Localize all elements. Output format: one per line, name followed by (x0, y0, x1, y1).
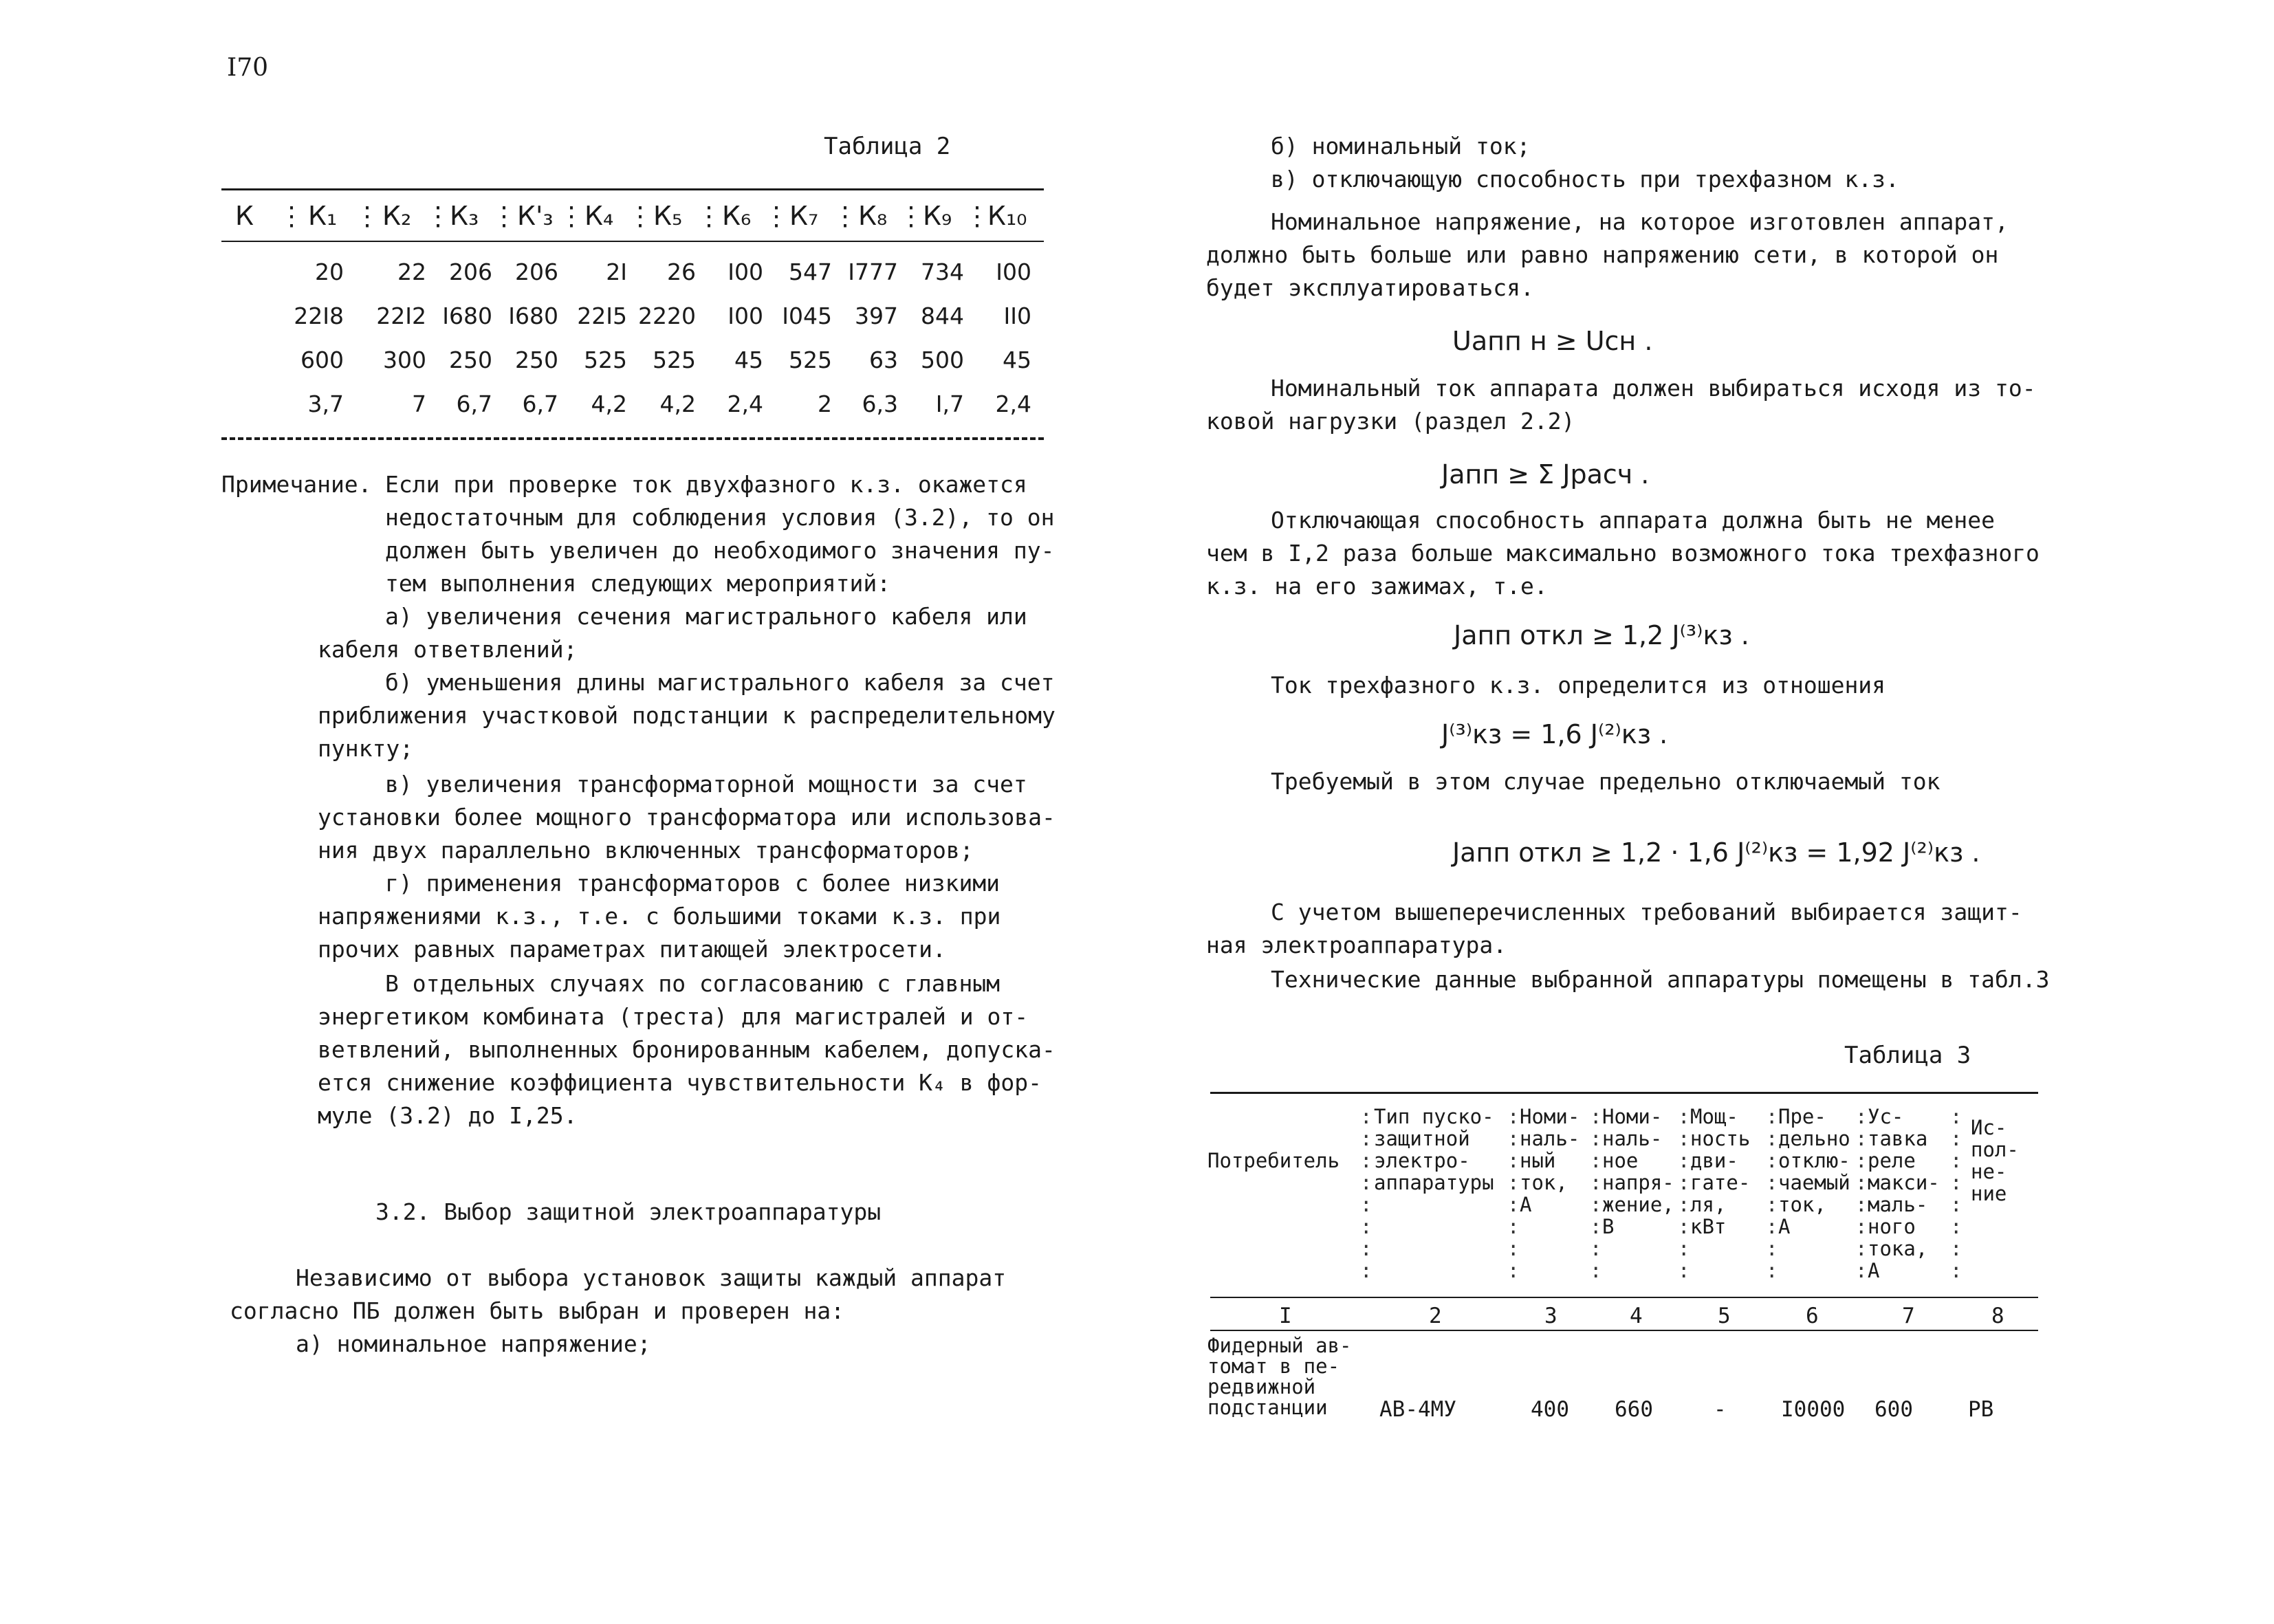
table3-column-number: 7 (1902, 1304, 1915, 1328)
table2-cell: 22I2 (376, 303, 426, 329)
right-line: Отключающая способность аппарата должна быть не менее (1271, 507, 1995, 534)
right-line: должно быть больше или равно напряжению сети, в которой он (1206, 241, 1999, 268)
right-line: ная электроаппаратура. (1206, 932, 1507, 958)
table2-cell: I777 (848, 259, 898, 285)
right-line: Номинальное напряжение, на которое изготовлен аппарат, (1271, 208, 2009, 235)
table2-cell: 600 (300, 347, 344, 373)
page-number: I70 (227, 54, 269, 82)
left-line: в) увеличения трансформаторной мощности за счет (385, 771, 1027, 798)
formula-breaking: Jапп откл ≥ 1,2 J⁽³⁾кз . (1454, 620, 1749, 650)
formula-required: Jапп откл ≥ 1,2 · 1,6 J⁽²⁾кз = 1,92 J⁽²⁾кз . (1452, 837, 1980, 868)
table2-cell: 547 (789, 259, 832, 285)
right-line: к.з. на его зажимах, т.е. (1206, 573, 1548, 600)
left-line: пункту; (318, 735, 414, 762)
table3-cell: 600 (1874, 1397, 1913, 1422)
left-line: энергетиком комбината (треста) для магистралей и от- (318, 1003, 1029, 1030)
table3-header-cell: Номи- наль- ный ток, А (1520, 1105, 1580, 1216)
left-line: б) уменьшения длины магистрального кабеля за счет (385, 669, 1055, 696)
section-line: а) номинальное напряжение; (296, 1330, 651, 1357)
left-line: ется снижение коэффициента чувствительности К₄ в фор- (318, 1069, 1042, 1096)
table2-cell: 250 (449, 347, 492, 373)
table3-header-cell: Ус- тавка реле макси- маль- ного тока, А (1868, 1105, 1940, 1282)
table3-column-number: I (1279, 1304, 1292, 1328)
table3-consumer-cell: Фидерный ав- томат в пе- редвижной подстанции (1207, 1334, 1352, 1419)
table3-header-cell: Потребитель (1207, 1149, 1340, 1172)
table2-header-cell: К₅ (653, 201, 683, 231)
section-line: согласно ПБ должен быть выбран и проверен на: (230, 1297, 845, 1324)
right-line: Ток трехфазного к.з. определится из отношения (1271, 672, 1886, 699)
table2-cell: 6,3 (862, 391, 898, 417)
table2-header-cell: К₄ (584, 201, 614, 231)
table2-cell: 734 (921, 259, 964, 285)
table2-cell: 844 (921, 303, 964, 329)
right-line: ковой нагрузки (раздел 2.2) (1206, 408, 1575, 435)
table3-column-number: 5 (1718, 1304, 1731, 1328)
table2-cell: 2 (818, 391, 832, 417)
table2-header-cell: К₉ (923, 201, 952, 231)
table2-cell: 2,4 (727, 391, 763, 417)
left-line: напряжениями к.з., т.е. с большими токами к.з. при (318, 903, 1001, 930)
table3-cell: 660 (1615, 1397, 1653, 1422)
left-line: а) увеличения сечения магистрального кабеля или (385, 603, 1027, 630)
table3-top-rule (1210, 1092, 2038, 1094)
right-line: будет эксплуатироваться. (1206, 274, 1534, 301)
table3-column-number: 4 (1630, 1304, 1643, 1328)
table2-cell: I,7 (935, 391, 964, 417)
table2-cell: 22I8 (294, 303, 344, 329)
right-line: Номинальный ток аппарата должен выбираться исходя из то- (1271, 375, 2036, 402)
table2-cell: II0 (1003, 303, 1031, 329)
table3-column-number: 3 (1544, 1304, 1557, 1328)
left-line: Если при проверке ток двухфазного к.з. окажется (385, 471, 1027, 498)
right-line: чем в I,2 раза больше максимально возможного тока трехфазного (1206, 540, 2040, 567)
table3-number-rule (1210, 1330, 2038, 1331)
table2-cell: 22 (397, 259, 426, 285)
table2-cell: 22I5 (577, 303, 627, 329)
table3-cell: - (1714, 1397, 1727, 1422)
left-line: прочих равных параметрах питающей электросети. (318, 936, 946, 963)
left-line: ния двух параллельно включенных трансформаторов; (318, 837, 974, 864)
table3-header-cell: Номи- наль- ное напря- жение, В (1602, 1105, 1674, 1238)
table2-header-cell: К₆ (722, 201, 752, 231)
table2-cell: I00 (728, 259, 763, 285)
table2-cell: I680 (508, 303, 558, 329)
left-line: ветвлений, выполненных бронированным кабелем, допуска- (318, 1036, 1056, 1063)
formula-current: Jапп ≥ Σ Jрасч . (1441, 459, 1650, 490)
table3-column-number: 2 (1429, 1304, 1442, 1328)
table3-header-rule (1210, 1297, 2038, 1298)
table3-header-cell: Мощ- ность дви- гате- ля, кВт (1690, 1105, 1751, 1238)
table2-cell: 63 (869, 347, 898, 373)
table2-cell: I00 (728, 303, 763, 329)
table2-header-cell: К₁ (308, 201, 338, 231)
table3-header-cell: Ис- пол- не- ние (1971, 1116, 2019, 1205)
table2-cell: 397 (855, 303, 898, 329)
left-line: кабеля ответвлений; (318, 636, 578, 663)
table2-cell: 26 (667, 259, 696, 285)
table2-cell: 6,7 (456, 391, 492, 417)
right-line: Требуемый в этом случае предельно отключаемый ток (1271, 768, 1940, 795)
left-line: тем выполнения следующих мероприятий: (385, 570, 891, 597)
section-title: 3.2. Выбор защитной электроаппаратуры (375, 1198, 882, 1225)
left-line: установки более мощного трансформатора или использова- (318, 804, 1056, 831)
table2-header-cell: К'₃ (517, 201, 554, 231)
table2-cell: 206 (515, 259, 558, 285)
table2-cell: I680 (442, 303, 492, 329)
left-line: В отдельных случаях по согласованию с главным (385, 970, 1001, 997)
table2-cell: 7 (412, 391, 426, 417)
table3-cell: АВ-4МУ (1379, 1397, 1456, 1422)
table2-cell: 4,2 (659, 391, 696, 417)
table2-cell: 2,4 (995, 391, 1031, 417)
right-line: в) отключающую способность при трехфазном к.з. (1271, 166, 1899, 193)
table3-column-number: 8 (1991, 1304, 2004, 1328)
left-line: должен быть увеличен до необходимого значения пу- (385, 537, 1055, 564)
right-line: С учетом вышеперечисленных требований выбирается защит- (1271, 899, 2022, 925)
table2-header-cell: К₈ (858, 201, 888, 231)
left-line: приближения участковой подстанции к распределительному (318, 702, 1056, 729)
table3-header-cell: Тип пуско- защитной электро- аппаратуры (1374, 1105, 1494, 1194)
table2-cell: 6,7 (522, 391, 558, 417)
table2-header-cell: К (235, 201, 254, 231)
left-line: муле (3.2) до I,25. (318, 1102, 578, 1129)
table2-caption: Таблица 2 (824, 133, 951, 160)
left-line: недостаточным для соблюдения условия (3.2), то он (385, 504, 1055, 531)
right-line: б) номинальный ток; (1271, 133, 1531, 160)
table2-cell: I045 (782, 303, 832, 329)
table2-cell: 500 (921, 347, 964, 373)
formula-voltage: Uапп н ≥ Uсн . (1452, 326, 1653, 356)
table3-caption: Таблица 3 (1844, 1042, 1971, 1069)
table3-cell: РВ (1968, 1397, 1994, 1422)
table3-header-cell: Пре- дельно отклю- чаемый ток, А (1778, 1105, 1850, 1238)
table2-cell: 4,2 (591, 391, 627, 417)
table2-header-cell: К₁₀ (987, 201, 1027, 231)
note-label: Примечание. (221, 471, 372, 498)
table2-cell: 3,7 (307, 391, 344, 417)
table2-bottom-rule (221, 437, 1044, 440)
table2-header-cell: К₂ (382, 201, 412, 231)
table2-cell: I00 (996, 259, 1031, 285)
left-line: г) применения трансформаторов с более низкими (385, 870, 1001, 897)
table2-cell: 250 (515, 347, 558, 373)
section-line: Независимо от выбора установок защиты каждый аппарат (296, 1264, 1007, 1291)
table3-cell: I0000 (1781, 1397, 1846, 1422)
table2-top-rule (221, 188, 1044, 190)
table2-header-cell: К₇ (789, 201, 819, 231)
table2-cell: 300 (383, 347, 426, 373)
table2-cell: 45 (734, 347, 763, 373)
table2-cell: 525 (789, 347, 832, 373)
table3-cell: 400 (1531, 1397, 1569, 1422)
table2-cell: 2I (606, 259, 627, 285)
table3-column-number: 6 (1806, 1304, 1819, 1328)
right-line: Технические данные выбранной аппаратуры помещены в табл.3 (1271, 966, 2050, 993)
table2-cell: 20 (315, 259, 344, 285)
table2-header-rule (221, 241, 1044, 242)
table2-cell: 525 (584, 347, 627, 373)
table2-header-cell: К₃ (450, 201, 479, 231)
table2-cell: 525 (653, 347, 696, 373)
table2-cell: 2220 (638, 303, 696, 329)
table2-cell: 45 (1003, 347, 1031, 373)
table2-cell: 206 (449, 259, 492, 285)
formula-ratio: J⁽³⁾кз = 1,6 J⁽²⁾кз . (1441, 719, 1668, 749)
